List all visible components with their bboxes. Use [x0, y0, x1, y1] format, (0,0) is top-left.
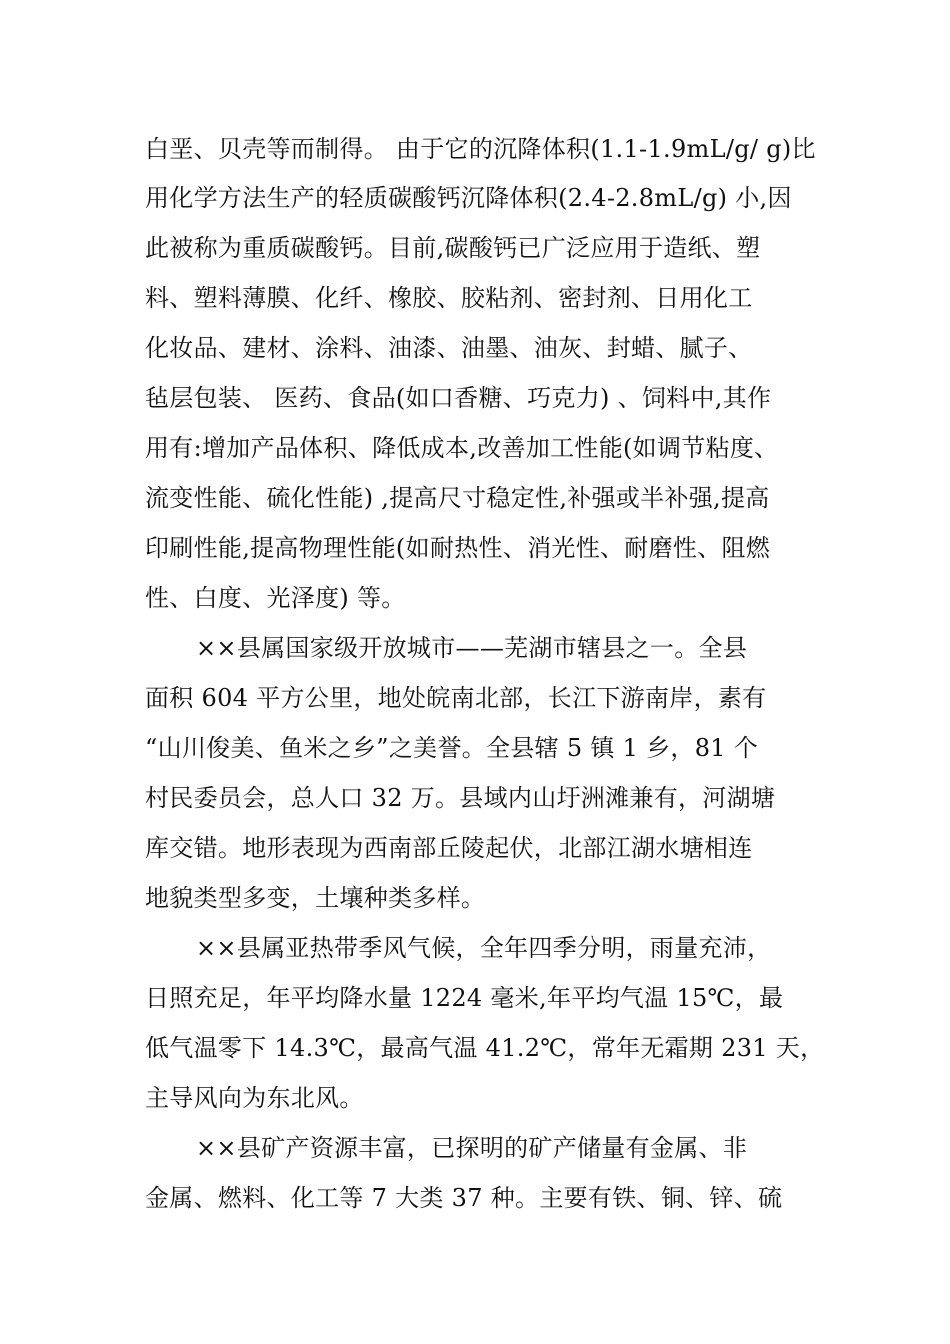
- text-line: 印刷性能,提高物理性能(如耐热性、消光性、耐磨性、阻燃: [145, 534, 771, 562]
- text-line: 库交错。地形表现为西南部丘陵起伏，北部江湖水塘相连: [145, 834, 753, 862]
- text-line: 化妆品、建材、涂料、油漆、油墨、油灰、封蜡、腻子、: [145, 334, 753, 362]
- text-line: “山川俊美、鱼米之乡”之美誉。全县辖 5 镇 1 乡，81 个: [145, 734, 759, 762]
- text-line: 地貌类型多变，土壤种类多样。: [145, 884, 486, 912]
- text-line: 用有:增加产品体积、降低成本,改善加工性能(如调节粘度、: [145, 434, 779, 462]
- text-line: 日照充足，年平均降水量 1224 毫米,年平均气温 15℃，最: [145, 984, 784, 1012]
- text-line: 流变性能、硫化性能) ,提高尺寸稳定性,补强或半补强,提高: [145, 484, 770, 512]
- text-line: 白垩、贝壳等而制得。 由于它的沉降体积(1.1-1.9mL/g/ g)比: [145, 135, 816, 163]
- text-line: 用化学方法生产的轻质碳酸钙沉降体积(2.4-2.8mL/g) 小,因: [145, 184, 792, 212]
- text-line: 料、塑料薄膜、化纤、橡胶、胶粘剂、密封剂、日用化工: [145, 284, 753, 312]
- text-line: 低气温零下 14.3℃，最高气温 41.2℃，常年无霜期 231 天，: [145, 1034, 825, 1062]
- text-line: 面积 604 平方公里，地处皖南北部，长江下游南岸，素有: [145, 684, 767, 712]
- paragraph-first-line: ××县矿产资源丰富，已探明的矿产储量有金属、非: [196, 1134, 748, 1162]
- text-line: 金属、燃料、化工等 7 大类 37 种。主要有铁、铜、锌、硫: [145, 1184, 783, 1212]
- paragraph-first-line: ××县属国家级开放城市——芜湖市辖县之一。全县: [196, 634, 748, 662]
- text-line: 性、白度、光泽度) 等。: [145, 584, 406, 612]
- text-line: 村民委员会，总人口 32 万。县域内山圩洲滩兼有，河湖塘: [145, 784, 776, 812]
- text-line: 毡层包装、 医药、食品(如口香糖、巧克力) 、饲料中,其作: [145, 384, 772, 412]
- paragraph-first-line: ××县属亚热带季风气候，全年四季分明，雨量充沛，: [196, 934, 772, 962]
- text-line: 此被称为重质碳酸钙。目前,碳酸钙已广泛应用于造纸、塑: [145, 234, 761, 262]
- text-line: 主导风向为东北风。: [145, 1084, 364, 1112]
